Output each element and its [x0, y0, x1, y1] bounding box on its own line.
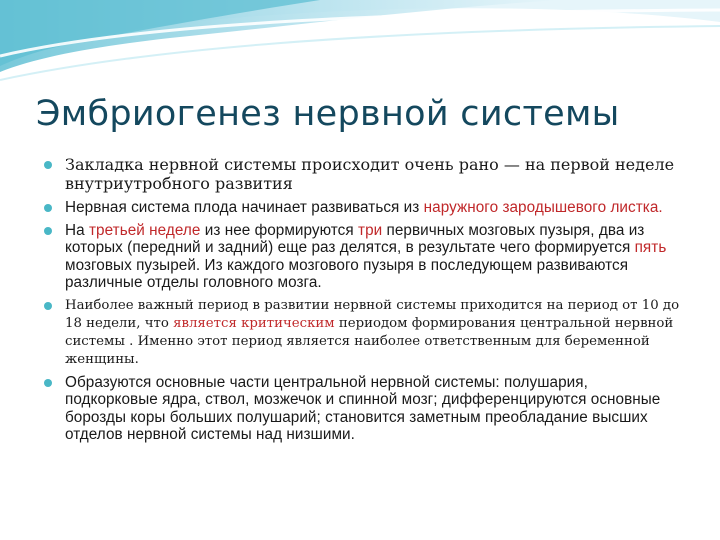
highlighted-text: наружного зародышевого листка: [423, 199, 659, 216]
highlighted-text: третьей неделе: [88, 221, 201, 239]
bullet-dot-icon: [44, 204, 52, 212]
bullet-dot-icon: [44, 302, 52, 310]
bullet-text: Закладка нервной системы происходит очень рано — на первой неделе внутриутробного развития: [65, 155, 675, 193]
bullet-text: мозговых пузырей. Из каждого мозгового пузыря в последующем развиваются различные отделы головного мозга.: [65, 256, 629, 291]
header-wave-decoration: [0, 0, 720, 90]
bullet-text: Образуются основные части центральной нервной системы: полушария, подкорковые ядра, ствол, мозжечок и спинной мозг; дифференцируются основные борозды коры больших полушарий; становится заметным преобладание высших отделов нервной системы над низшими.: [65, 373, 661, 444]
bullet-text: На: [65, 221, 89, 239]
bullet-item: [44, 374, 684, 444]
bullet-text: первичных мозговых пузыря, два из которых (передний и задний) еще раз делятся, в результате чего формируется: [65, 221, 645, 256]
bullet-text: Наиболее важный период в развитии нервной системы приходится на период от 10 до 18 недели, что: [65, 297, 680, 331]
bullet-dot-icon: [44, 227, 52, 235]
bullet-text: Нервная система плода начинает развиваться из: [65, 199, 424, 216]
bullet-text: .: [658, 199, 663, 216]
highlighted-text: является критическим: [173, 315, 335, 331]
bullet-dot-icon: [44, 161, 52, 169]
highlighted-text: три: [358, 221, 383, 239]
slide-title: Эмбриогенез нервной системы: [36, 94, 620, 134]
bullet-text: из нее формируются: [200, 221, 359, 239]
bullet-text: периодом формирования центральной нервной системы . Именно этот период является наиболее ответственным для беременной женщины.: [65, 315, 674, 368]
bullet-item: [44, 222, 684, 292]
bullet-item: [44, 199, 684, 217]
bullet-item: [44, 297, 684, 370]
highlighted-text: пять: [634, 239, 667, 256]
bullet-item: [44, 155, 684, 193]
bullet-list: [44, 155, 684, 444]
bullet-dot-icon: [44, 379, 52, 387]
